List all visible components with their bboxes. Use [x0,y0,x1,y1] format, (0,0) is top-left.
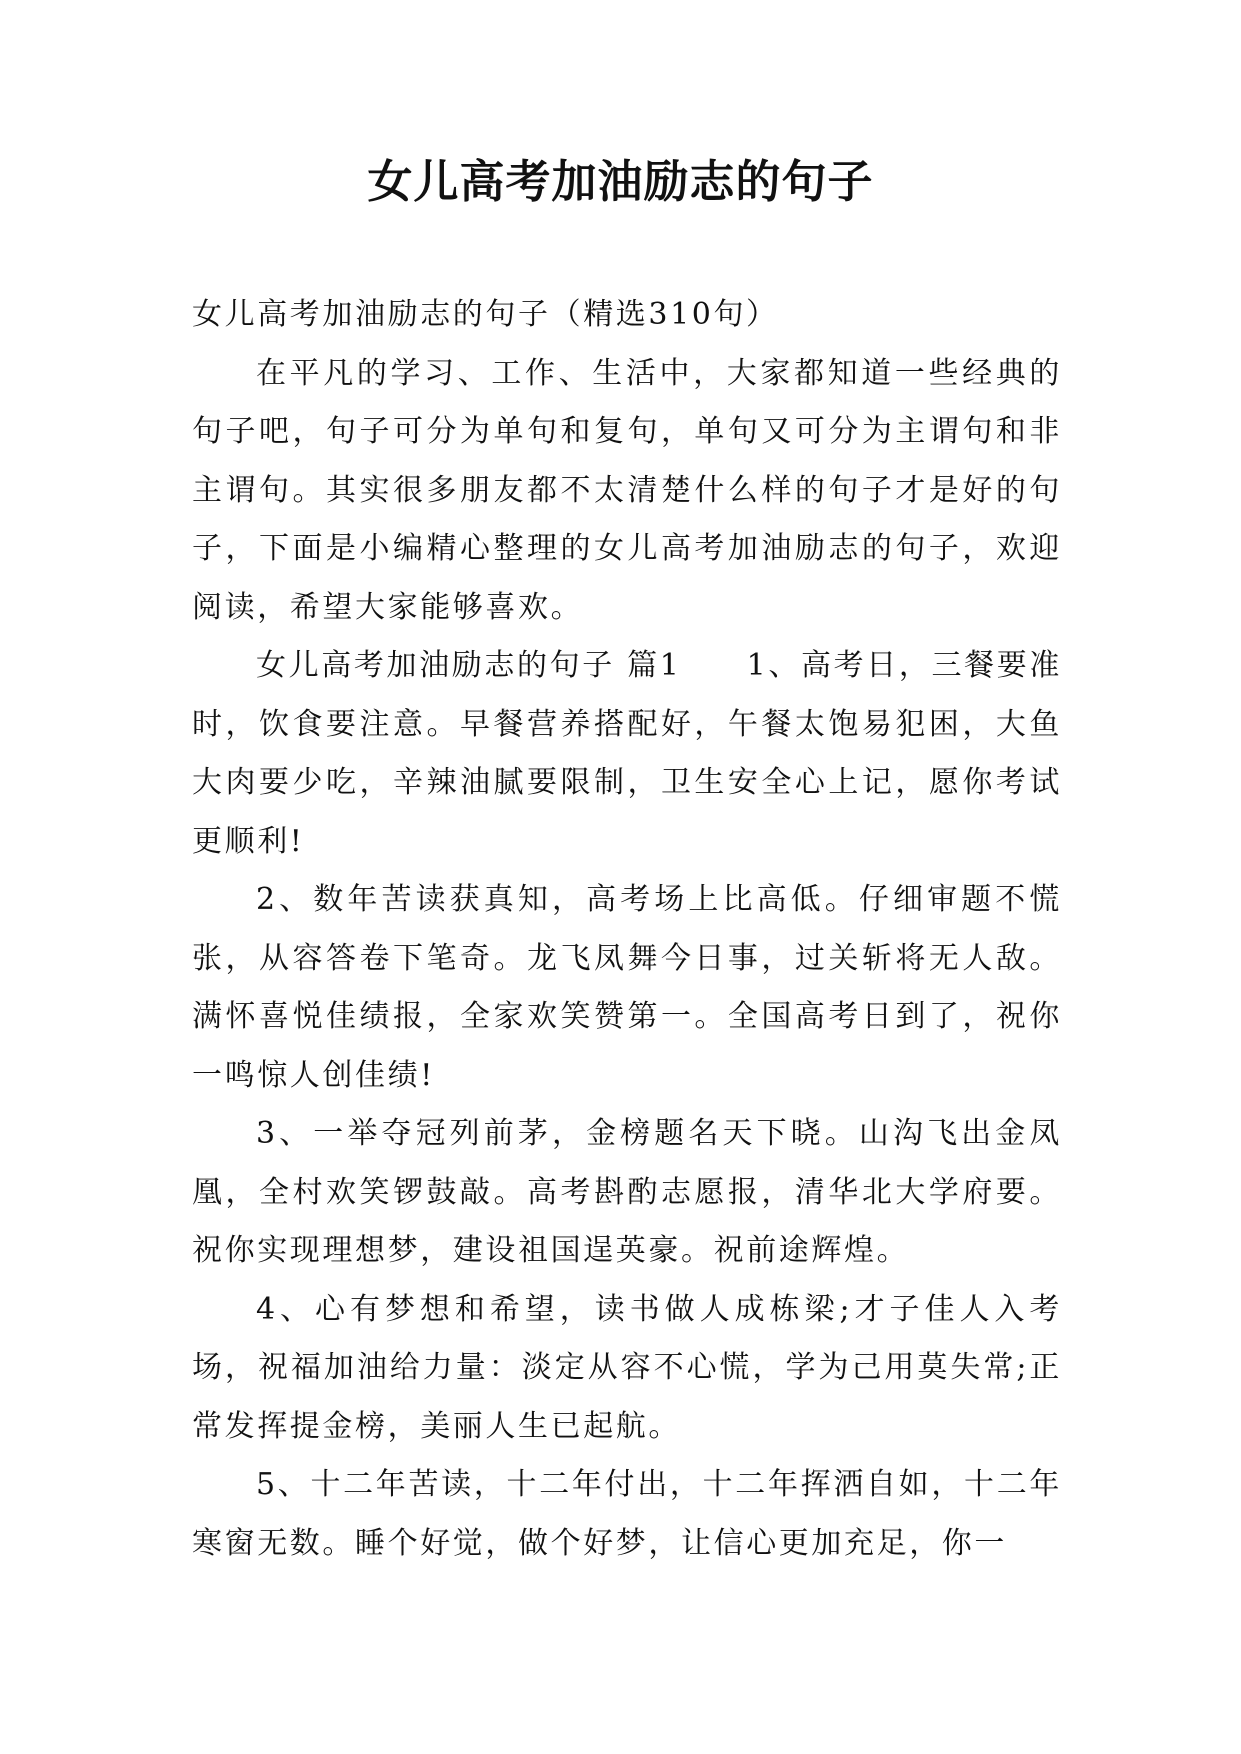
paragraph-item-2: 2、数年苦读获真知，高考场上比高低。仔细审题不慌张，从容答卷下笔奇。龙飞凤舞今日事，过关斩将无人敌。满怀喜悦佳绩报，全家欢笑赞第一。全国高考日到了，祝你一鸣惊人创佳绩! [192,882,1062,1093]
page-title: 女儿高考加油励志的句子 [367,155,874,208]
paragraph-item-3: 3、一举夺冠列前茅，金榜题名天下晓。山沟飞出金凤凰，全村欢笑锣鼓敲。高考斟酌志愿报，清华北大学府要。祝你实现理想梦，建设祖国逞英豪。祝前途辉煌。 [192,1116,1062,1268]
document-body [192,286,1062,1573]
paragraph-item-1: 女儿高考加油励志的句子 篇1 1、高考日，三餐要准时，饮食要注意。早餐营养搭配好，午餐太饱易犯困，大鱼大肉要少吃，辛辣油腻要限制，卫生安全心上记，愿你考试更顺利! [192,648,1062,859]
document-subtitle: 女儿高考加油励志的句子（精选310句） [192,297,779,332]
intro-paragraph: 在平凡的学习、工作、生活中，大家都知道一些经典的句子吧，句子可分为单句和复句，单句又可分为主谓句和非主谓句。其实很多朋友都不太清楚什么样的句子才是好的句子，下面是小编精心整理的女儿高考加油励志的句子，欢迎阅读，希望大家能够喜欢。 [192,355,1062,625]
paragraph-item-4: 4、心有梦想和希望，读书做人成栋梁;才子佳人入考场，祝福加油给力量：淡定从容不心慌，学为己用莫失常;正常发挥提金榜，美丽人生已起航。 [192,1291,1062,1444]
paragraph-item-5: 5、十二年苦读，十二年付出，十二年挥洒自如，十二年寒窗无数。睡个好觉，做个好梦，让信心更加充足，你一 [192,1467,1062,1561]
